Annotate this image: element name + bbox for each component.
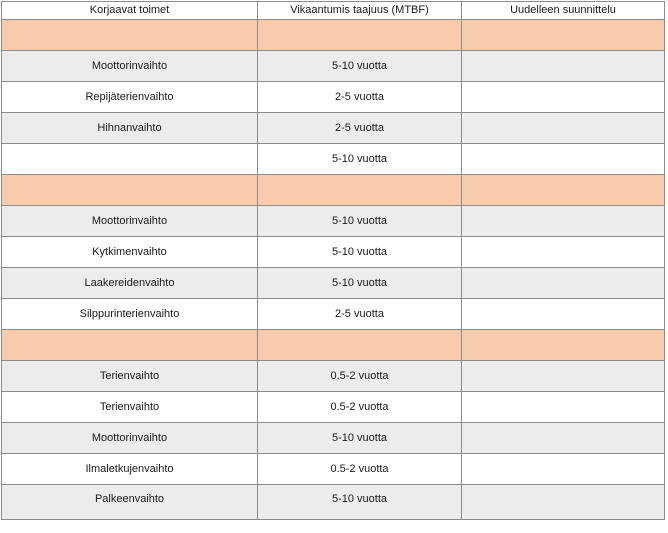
- table-row: [2, 299, 665, 330]
- redesign-cell[interactable]: [462, 361, 665, 392]
- mtbf-cell[interactable]: 2-5 vuotta: [258, 113, 462, 144]
- table-row: [2, 485, 665, 520]
- section-header-row: [2, 330, 665, 361]
- table-row: [2, 51, 665, 82]
- mtbf-cell[interactable]: 5-10 vuotta: [258, 423, 462, 454]
- table-row: [2, 423, 665, 454]
- mtbf-cell[interactable]: 0.5-2 vuotta: [258, 392, 462, 423]
- action-cell[interactable]: Moottorinvaihto: [2, 206, 258, 237]
- table-row: [2, 392, 665, 423]
- section-header-row: [2, 175, 665, 206]
- action-cell[interactable]: Moottorinvaihto: [2, 51, 258, 82]
- header-redesign[interactable]: Uudelleen suunnittelu: [462, 2, 665, 20]
- maintenance-table-body: [2, 2, 665, 520]
- section-header-row: [2, 20, 665, 51]
- table-row: [2, 237, 665, 268]
- action-cell[interactable]: Silppurinterienvaihto: [2, 299, 258, 330]
- section-header-cell[interactable]: [462, 175, 665, 206]
- redesign-cell[interactable]: [462, 144, 665, 175]
- mtbf-cell[interactable]: 2-5 vuotta: [258, 299, 462, 330]
- table-row: [2, 268, 665, 299]
- redesign-cell[interactable]: [462, 237, 665, 268]
- action-cell[interactable]: Kytkimenvaihto: [2, 237, 258, 268]
- section-header-cell[interactable]: [462, 20, 665, 51]
- mtbf-cell[interactable]: 5-10 vuotta: [258, 237, 462, 268]
- table-row: [2, 82, 665, 113]
- action-cell[interactable]: Hihnanvaihto: [2, 113, 258, 144]
- action-cell[interactable]: Palkeenvaihto: [2, 485, 258, 520]
- redesign-cell[interactable]: [462, 206, 665, 237]
- action-cell[interactable]: [2, 144, 258, 175]
- section-header-cell[interactable]: [258, 330, 462, 361]
- section-header-cell[interactable]: [258, 175, 462, 206]
- header-corrective-actions[interactable]: Korjaavat toimet: [2, 2, 258, 20]
- redesign-cell[interactable]: [462, 113, 665, 144]
- redesign-cell[interactable]: [462, 51, 665, 82]
- mtbf-cell[interactable]: 5-10 vuotta: [258, 206, 462, 237]
- redesign-cell[interactable]: [462, 268, 665, 299]
- action-cell[interactable]: Ilmaletkujenvaihto: [2, 454, 258, 485]
- mtbf-cell[interactable]: 5-10 vuotta: [258, 51, 462, 82]
- mtbf-cell[interactable]: 5-10 vuotta: [258, 144, 462, 175]
- table-row: [2, 361, 665, 392]
- section-header-cell[interactable]: [2, 330, 258, 361]
- section-header-cell[interactable]: [258, 20, 462, 51]
- redesign-cell[interactable]: [462, 392, 665, 423]
- section-header-cell[interactable]: [462, 330, 665, 361]
- mtbf-cell[interactable]: 0.5-2 vuotta: [258, 361, 462, 392]
- maintenance-table: [1, 1, 665, 520]
- action-cell[interactable]: Terienvaihto: [2, 392, 258, 423]
- table-row: [2, 454, 665, 485]
- section-header-cell[interactable]: [2, 20, 258, 51]
- action-cell[interactable]: Terienvaihto: [2, 361, 258, 392]
- action-cell[interactable]: Laakereidenvaihto: [2, 268, 258, 299]
- action-cell[interactable]: Repijäterienvaihto: [2, 82, 258, 113]
- redesign-cell[interactable]: [462, 82, 665, 113]
- mtbf-cell[interactable]: 0.5-2 vuotta: [258, 454, 462, 485]
- table-row: [2, 144, 665, 175]
- mtbf-cell[interactable]: 5-10 vuotta: [258, 485, 462, 520]
- redesign-cell[interactable]: [462, 299, 665, 330]
- mtbf-cell[interactable]: 5-10 vuotta: [258, 268, 462, 299]
- table-row: [2, 113, 665, 144]
- section-header-cell[interactable]: [2, 175, 258, 206]
- redesign-cell[interactable]: [462, 454, 665, 485]
- action-cell[interactable]: Moottorinvaihto: [2, 423, 258, 454]
- table-row: [2, 206, 665, 237]
- redesign-cell[interactable]: [462, 423, 665, 454]
- mtbf-cell[interactable]: 2-5 vuotta: [258, 82, 462, 113]
- header-mtbf[interactable]: Vikaantumis taajuus (MTBF): [258, 2, 462, 20]
- header-row: [2, 2, 665, 20]
- redesign-cell[interactable]: [462, 485, 665, 520]
